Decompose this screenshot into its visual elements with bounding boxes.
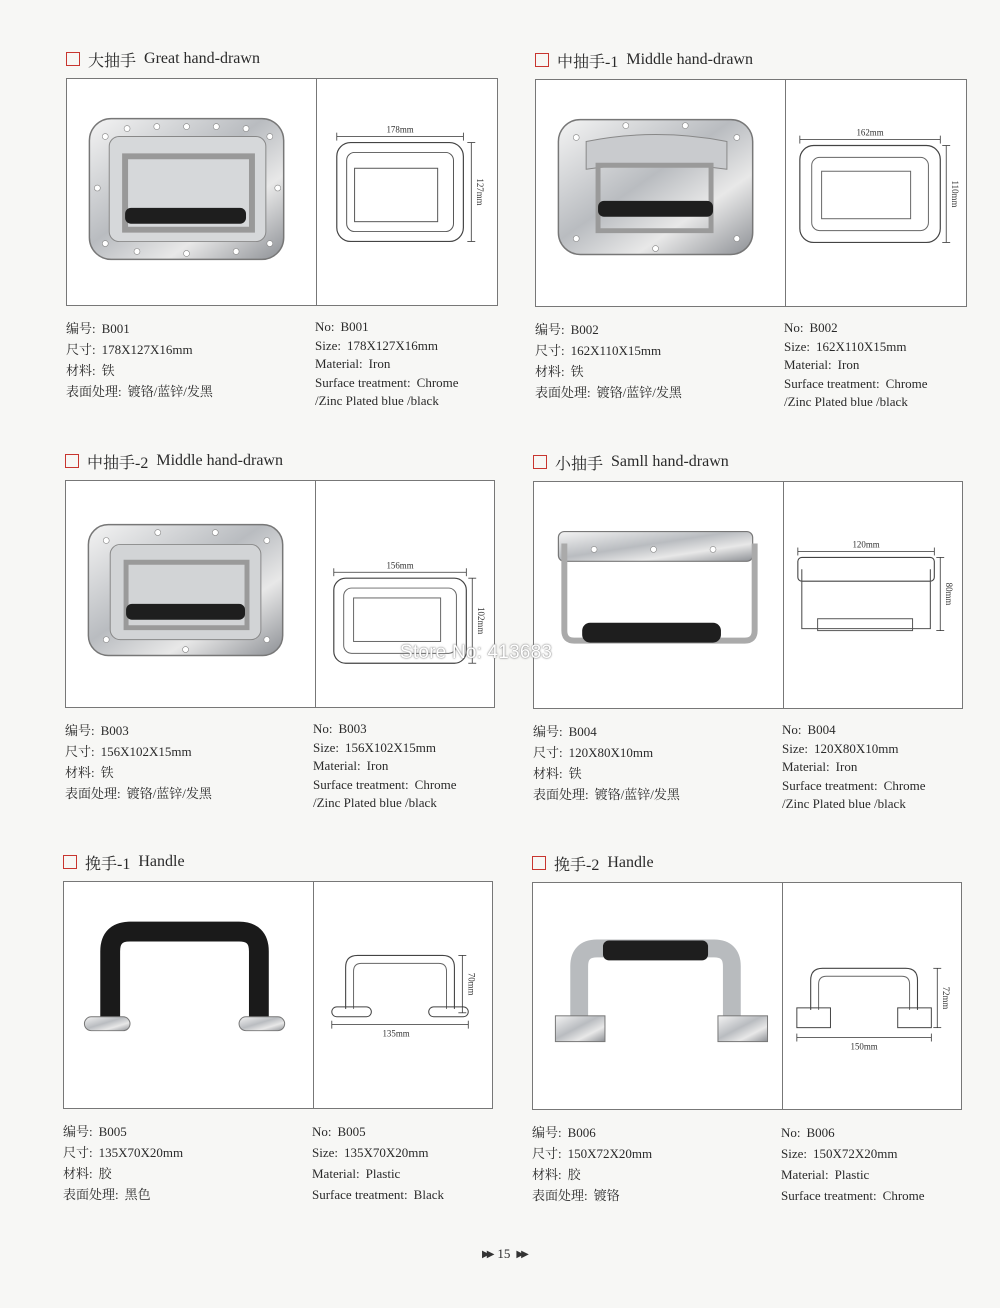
section-heading [66, 48, 260, 70]
dimension-width-label: 162mm [856, 127, 884, 138]
spec-value: 铁 [100, 765, 114, 780]
spec-key: Size: [315, 337, 341, 353]
spec-key: 表面处理: [533, 787, 589, 802]
spec-key: 尺寸: [66, 342, 96, 357]
spec-value: 镀铬/蓝锌/发黑 [127, 384, 213, 399]
spec-key: 编号: [535, 322, 565, 337]
spec-value: B005 [98, 1124, 127, 1139]
spec-key: Surface treatment: [312, 1187, 408, 1202]
spec-key: 尺寸: [533, 745, 563, 760]
page-number [482, 1246, 526, 1262]
spec-key: 材料: [65, 765, 95, 780]
spec-value: Chrome [885, 375, 928, 391]
spec-value: B001 [340, 319, 369, 334]
dimension-drawing [786, 80, 966, 306]
spec-key: 表面处理: [66, 384, 122, 399]
title-cn: 大抽手 [88, 52, 137, 70]
spec-list-cn [63, 1121, 183, 1205]
dimension-drawing [783, 883, 961, 1109]
dimension-width-label: 150mm [850, 1041, 878, 1052]
spec-key: No: [784, 320, 804, 335]
title-en: Samll hand-drawn [611, 453, 729, 470]
spec-value: /Zinc Plated blue /black [313, 795, 437, 810]
spec-key: Material: [784, 357, 832, 372]
title-en: Handle [607, 854, 654, 871]
product-image-frame [65, 480, 495, 708]
spec-value: /Zinc Plated blue /black [315, 393, 439, 408]
spec-value: 135X70X20mm [98, 1145, 184, 1160]
spec-value: Chrome [882, 1188, 925, 1203]
title-en: Middle hand-drawn [156, 452, 283, 469]
spec-key: Material: [782, 759, 830, 774]
product-image-frame [63, 881, 493, 1109]
checkbox-icon[interactable] [532, 856, 546, 870]
spec-key: Material: [312, 1166, 360, 1181]
spec-value: 162X110X15mm [570, 343, 662, 358]
spec-value: Iron [837, 357, 860, 372]
title-en: Middle hand-drawn [626, 51, 753, 68]
spec-value: B006 [806, 1125, 835, 1140]
spec-list-en [784, 319, 928, 412]
dimension-drawing [784, 482, 962, 708]
dimension-width-label: 135mm [382, 1028, 410, 1039]
spec-key: 尺寸: [65, 744, 95, 759]
page-number-value: 15 [497, 1246, 511, 1261]
spec-key: No: [781, 1125, 801, 1140]
product-photo [536, 80, 786, 306]
spec-value: B004 [568, 724, 597, 739]
checkbox-icon[interactable] [63, 855, 77, 869]
spec-value: Plastic [834, 1167, 870, 1182]
checkbox-icon[interactable] [65, 454, 79, 468]
spec-value: B003 [100, 723, 129, 738]
spec-value: B001 [101, 321, 130, 336]
spec-value: 156X102X15mm [345, 739, 436, 755]
spec-key: 表面处理: [65, 786, 121, 801]
section-heading [533, 451, 729, 473]
spec-list-cn [532, 1122, 652, 1206]
spec-key: 材料: [66, 363, 96, 378]
spec-key: 编号: [533, 724, 563, 739]
spec-value: B002 [570, 322, 599, 337]
spec-key: 编号: [532, 1125, 562, 1140]
spec-key: 编号: [63, 1124, 93, 1139]
spec-key: No: [782, 722, 802, 737]
spec-value: 150X72X20mm [813, 1146, 898, 1161]
spec-list-cn [533, 721, 680, 805]
product-image-frame [532, 882, 962, 1110]
spec-value: /Zinc Plated blue /black [782, 796, 906, 811]
spec-key: Material: [781, 1167, 829, 1182]
dimension-height-label: 102mm [476, 607, 487, 635]
spec-value: Iron [368, 356, 391, 371]
spec-value: B006 [567, 1125, 596, 1140]
spec-value: B003 [338, 721, 367, 736]
spec-value: B004 [807, 722, 836, 737]
section-heading [65, 450, 283, 472]
spec-key: Size: [781, 1146, 807, 1161]
product-image-frame [66, 78, 498, 306]
title-cn: 小抽手 [555, 455, 604, 473]
spec-value: Iron [366, 758, 389, 773]
title-en: Handle [138, 853, 185, 870]
dimension-width-label: 156mm [386, 560, 414, 571]
dimension-drawing [317, 79, 497, 305]
spec-value: 铁 [101, 363, 115, 378]
spec-key: 尺寸: [535, 343, 565, 358]
spec-key: Surface treatment: [313, 776, 409, 792]
title-cn: 中抽手-1 [557, 53, 619, 71]
dimension-height-label: 127mm [475, 178, 486, 206]
spec-value: B005 [337, 1124, 366, 1139]
double-chevron-right-icon: ▶▶ [482, 1248, 492, 1260]
spec-value: 镀铬/蓝锌/发黑 [596, 385, 682, 400]
spec-list-cn [535, 319, 682, 403]
section-heading [63, 851, 185, 873]
spec-key: Size: [784, 338, 810, 354]
title-en: Great hand-drawn [144, 50, 260, 67]
spec-value: 178X127X16mm [101, 342, 193, 357]
spec-value: Chrome [414, 776, 457, 792]
spec-value: 120X80X10mm [568, 745, 654, 760]
spec-value: 150X72X20mm [567, 1146, 653, 1161]
spec-value: 178X127X16mm [347, 337, 438, 353]
spec-value: Iron [835, 759, 858, 774]
spec-value: 黑色 [124, 1187, 151, 1202]
spec-key: Surface treatment: [784, 375, 880, 391]
spec-value: Chrome [416, 374, 459, 390]
spec-key: 表面处理: [63, 1187, 119, 1202]
product-photo [64, 882, 314, 1108]
section-heading [535, 49, 753, 71]
dimension-height-label: 80mm [944, 582, 955, 606]
spec-value: 铁 [568, 766, 582, 781]
spec-list-en [313, 720, 457, 813]
spec-value: 胶 [567, 1167, 581, 1182]
spec-value: 156X102X15mm [100, 744, 192, 759]
checkbox-icon[interactable] [66, 52, 80, 66]
spec-key: 材料: [533, 766, 563, 781]
product-photo [534, 482, 784, 708]
spec-value: 135X70X20mm [344, 1145, 429, 1160]
spec-key: 表面处理: [535, 385, 591, 400]
spec-key: Size: [312, 1145, 338, 1160]
dimension-width-label: 178mm [386, 124, 414, 135]
spec-key: 表面处理: [532, 1188, 588, 1203]
title-cn: 中抽手-2 [87, 454, 149, 472]
spec-value: 镀铬/蓝锌/发黑 [126, 786, 212, 801]
spec-list-en [312, 1121, 444, 1205]
checkbox-icon[interactable] [533, 455, 547, 469]
spec-value: 120X80X10mm [814, 740, 899, 756]
spec-key: 材料: [532, 1167, 562, 1182]
section-heading [532, 852, 654, 874]
title-cn: 挽手-2 [554, 856, 600, 874]
product-image-frame [533, 481, 963, 709]
spec-key: 尺寸: [532, 1146, 562, 1161]
spec-key: Material: [315, 356, 363, 371]
spec-key: Surface treatment: [781, 1188, 877, 1203]
store-watermark: Store No: 413683 [400, 642, 553, 663]
spec-value: 胶 [98, 1166, 112, 1181]
dimension-drawing [316, 481, 494, 707]
spec-key: No: [312, 1124, 332, 1139]
spec-value: B002 [809, 320, 838, 335]
spec-value: 镀铬 [593, 1188, 620, 1203]
dimension-drawing [314, 882, 492, 1108]
spec-key: No: [315, 319, 335, 334]
double-chevron-right-icon: ▶▶ [516, 1248, 526, 1260]
dimension-height-label: 110mm [950, 180, 961, 208]
spec-list-cn [65, 720, 212, 804]
spec-list-en [782, 721, 926, 814]
spec-key: Size: [782, 740, 808, 756]
checkbox-icon[interactable] [535, 53, 549, 67]
spec-value: Chrome [883, 777, 926, 793]
dimension-height-label: 70mm [466, 972, 477, 996]
dimension-height-label: 72mm [941, 986, 952, 1010]
spec-key: Surface treatment: [315, 374, 411, 390]
spec-key: 材料: [535, 364, 565, 379]
spec-key: Material: [313, 758, 361, 773]
spec-value: Plastic [365, 1166, 401, 1181]
title-cn: 挽手-1 [85, 855, 131, 873]
product-image-frame [535, 79, 967, 307]
dimension-width-label: 120mm [852, 539, 880, 550]
spec-value: 铁 [570, 364, 584, 379]
spec-list-en [315, 318, 459, 411]
spec-key: 编号: [65, 723, 95, 738]
spec-key: Surface treatment: [782, 777, 878, 793]
spec-list-en [781, 1122, 925, 1206]
spec-value: Black [413, 1187, 444, 1202]
product-photo [533, 883, 783, 1109]
product-photo [66, 481, 316, 707]
product-photo [67, 79, 317, 305]
spec-value: 162X110X15mm [816, 338, 907, 354]
spec-list-cn [66, 318, 213, 402]
spec-value: 镀铬/蓝锌/发黑 [594, 787, 680, 802]
spec-key: 尺寸: [63, 1145, 93, 1160]
spec-key: Size: [313, 739, 339, 755]
spec-key: No: [313, 721, 333, 736]
spec-value: /Zinc Plated blue /black [784, 394, 908, 409]
spec-key: 材料: [63, 1166, 93, 1181]
spec-key: 编号: [66, 321, 96, 336]
